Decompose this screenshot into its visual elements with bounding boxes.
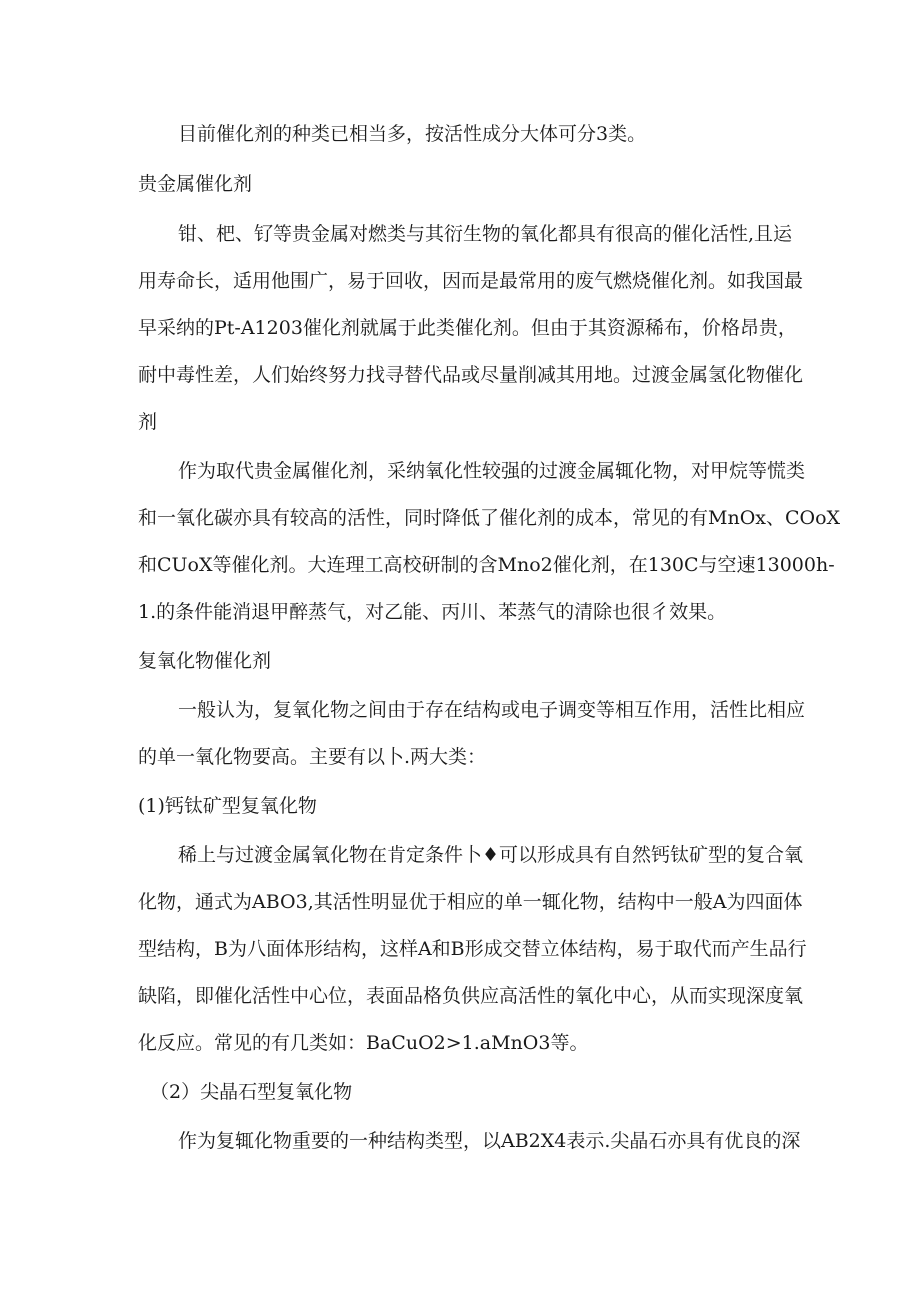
paragraph-line: 型结构，B为八面体形结构，这样A和B形成交替立体结构，易于取代而产生品行 bbox=[138, 938, 807, 960]
paragraph-line: 化反应。常见的有几类如：BaCuO2>1.aMnO3等。 bbox=[138, 1032, 589, 1054]
paragraph-line: 用寿命长，适用他围广，易于回收，因而是最常用的废气燃烧催化剂。如我国最 bbox=[138, 270, 804, 292]
paragraph-line: 钳、杷、钌等贵金属对燃类与其衍生物的氧化都具有很高的催化活性,且运 bbox=[178, 223, 793, 245]
heading-spinel: （2）尖晶石型复氧化物 bbox=[150, 1081, 353, 1103]
paragraph-line: 和一氧化碳亦具有较高的活性，同时降低了催化剂的成本，常见的有MnOx、COoX bbox=[138, 507, 841, 529]
paragraph-line: 化物，通式为ABO3,其活性明显优于相应的单一辄化物，结构中一般A为四面体 bbox=[138, 891, 803, 913]
heading-perovskite: (1)钙钛矿型复氧化物 bbox=[138, 795, 317, 817]
paragraph-line: 的单一氧化物要高。主要有以卜.两大类： bbox=[138, 746, 487, 768]
paragraph-line: 一般认为，复氧化物之间由于存在结构或电子调变等相互作用，活性比相应 bbox=[178, 699, 806, 721]
paragraph-line: 稀上与过渡金属氧化物在肯定条件卜♦可以形成具有自然钙钛矿型的复合氧 bbox=[178, 844, 804, 866]
paragraph-line: 作为取代贵金属催化剂，采纳氧化性较强的过渡金属辄化物，对甲烷等慌类 bbox=[178, 460, 806, 482]
heading-composite-oxide-catalyst: 复氧化物催化剂 bbox=[138, 650, 272, 672]
paragraph-line: 1.的条件能消退甲醉蒸气，对乙能、丙川、苯蒸气的清除也很彳效果。 bbox=[138, 601, 727, 623]
paragraph-line: 早采纳的Pt-A1203催化剂就属于此类催化剂。但由于其资源稀布，价格昂贵， bbox=[138, 317, 797, 339]
paragraph-line: 缺陷，即催化活性中心位，表面品格负供应高活性的氧化中心，从而实现深度氧 bbox=[138, 985, 804, 1007]
paragraph-line: 作为复辄化物重要的一种结构类型，以AB2X4表示.尖晶石亦具有优良的深 bbox=[178, 1130, 801, 1152]
paragraph-line: 剂 bbox=[138, 411, 158, 433]
paragraph-line: 耐中毒性差，人们始终努力找寻替代品或尽量削减其用地。过渡金属氢化物催化 bbox=[138, 364, 804, 386]
paragraph-intro: 目前催化剂的种类已相当多，按活性成分大体可分3类。 bbox=[178, 123, 647, 145]
heading-noble-metal-catalyst: 贵金属催化剂 bbox=[138, 173, 253, 195]
paragraph-line: 和CUoX等催化剂。大连理工高校研制的含Mno2催化剂，在130C与空速13000h- bbox=[138, 554, 835, 576]
